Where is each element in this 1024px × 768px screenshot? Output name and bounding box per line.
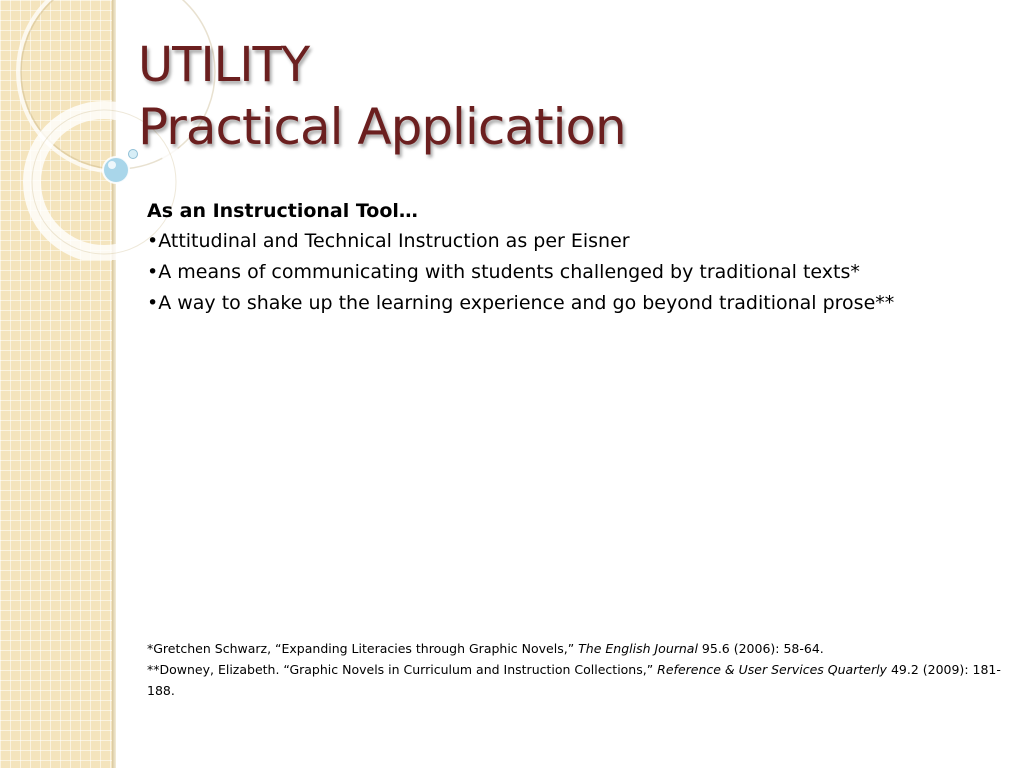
bullet-item: •A way to shake up the learning experience and go beyond traditional prose** <box>147 292 895 314</box>
decorative-side-panel <box>0 0 112 768</box>
reference-schwarz <box>147 638 1007 659</box>
slide-body <box>147 196 1007 319</box>
title-practical-application: Practical Application <box>138 98 626 156</box>
reference-journal: The English Journal <box>578 641 698 656</box>
bullet-item: •Attitudinal and Technical Instruction as per Eisner <box>147 230 630 252</box>
reference-details: 49.2 (2009): 181-188. <box>147 662 1001 698</box>
references <box>147 638 1007 701</box>
slide-title <box>138 36 998 160</box>
reference-text: **Downey, Elizabeth. “Graphic Novels in Curriculum and Instruction Collections,” <box>147 662 658 677</box>
title-utility: UTILITY <box>138 37 310 93</box>
bullet-item: •A means of communicating with students challenged by traditional texts* <box>147 261 860 283</box>
reference-text: *Gretchen Schwarz, “Expanding Literacies through Graphic Novels,” <box>147 641 579 656</box>
side-panel-edge <box>112 0 116 768</box>
body-heading: As an Instructional Tool… <box>147 200 418 222</box>
decorative-bubble-small <box>129 150 138 159</box>
reference-journal: Reference & User Services Quarterly <box>657 662 887 677</box>
reference-details: 95.6 (2006): 58-64. <box>697 641 824 656</box>
reference-downey <box>147 659 1007 701</box>
